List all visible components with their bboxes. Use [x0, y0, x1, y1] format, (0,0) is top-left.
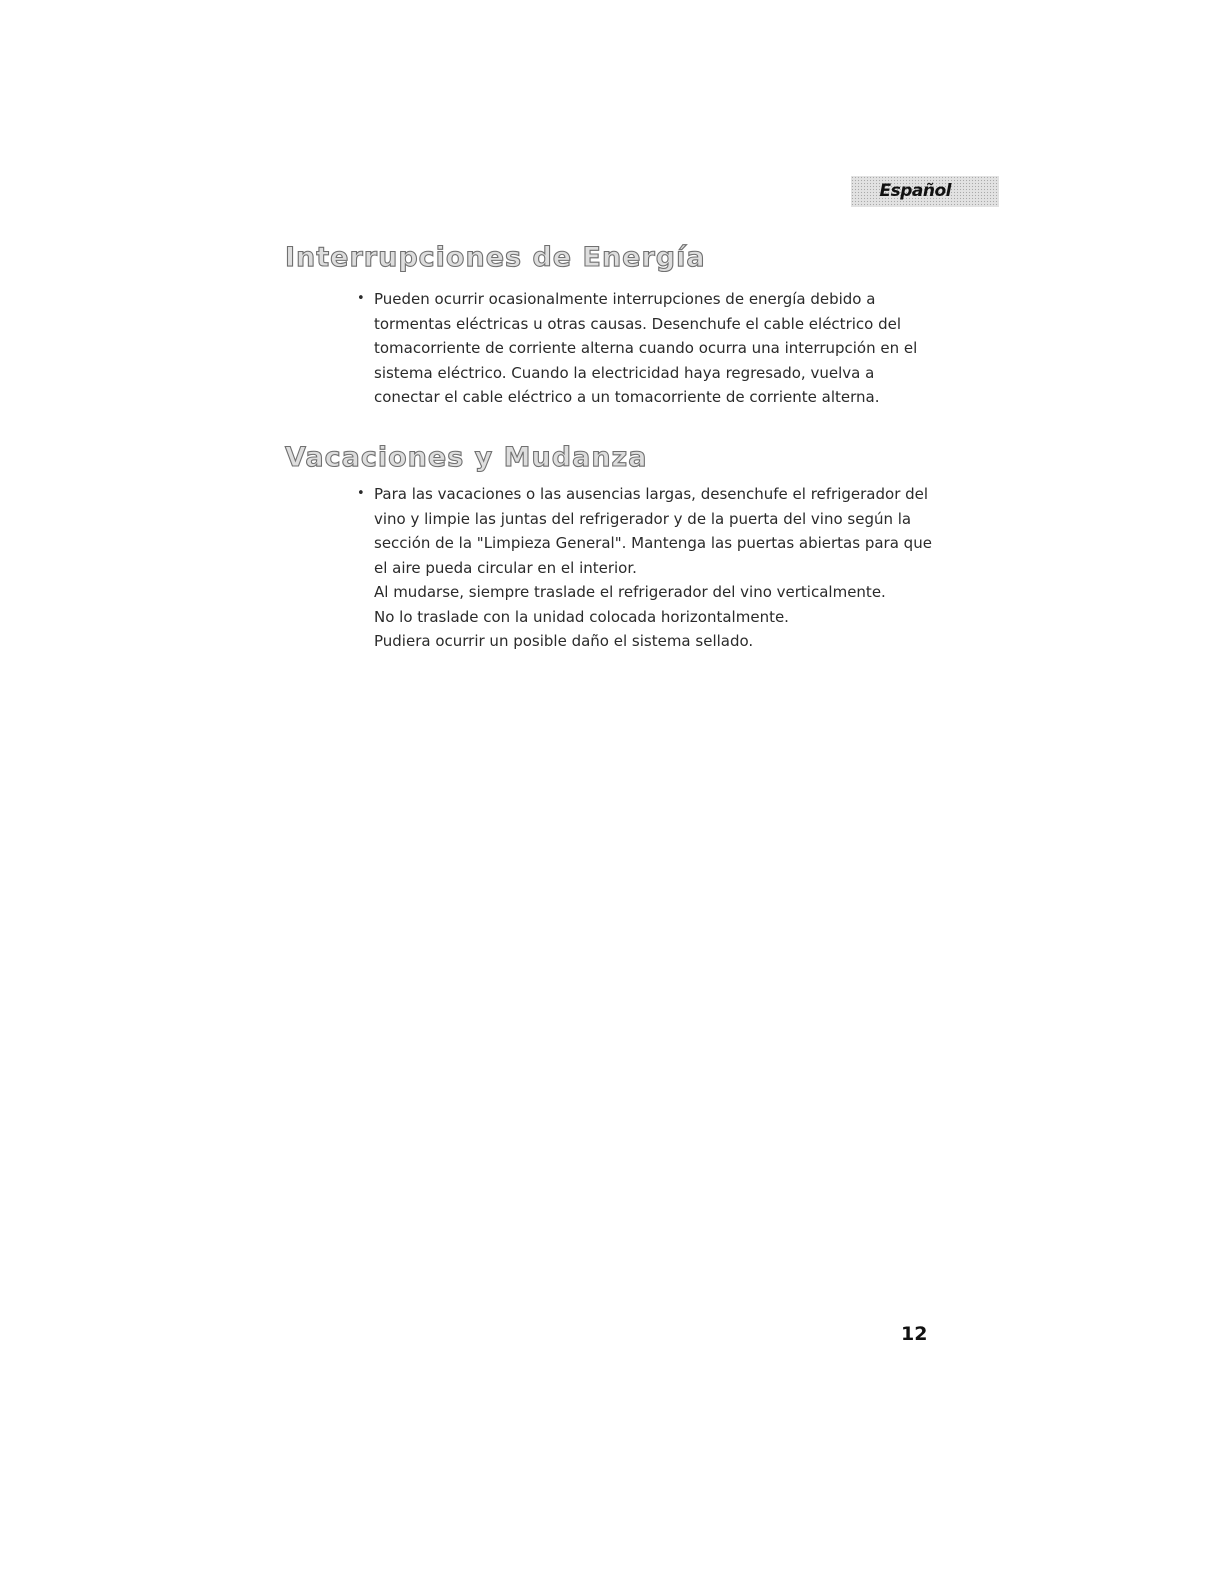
- page-number: 12: [901, 1323, 928, 1345]
- language-tab: [851, 176, 999, 207]
- section-body-power-outages: [357, 287, 932, 410]
- bullet-text: Para las vacaciones o las ausencias largas, desenchufe el refrigerador del vino y limpie las juntas del refrigerador y de la puerta del vino según la sección de la "Limpieza General". Mantenga las puertas abiertas para que el aire pueda circular en el interior.: [374, 485, 932, 577]
- bullet-icon: •: [357, 486, 365, 501]
- language-tab-label: Español: [879, 181, 951, 201]
- bullet-text: Pueden ocurrir ocasionalmente interrupciones de energía debido a tormentas eléctricas u otras causas. Desenchufe el cable eléctrico del tomacorriente de corriente alterna cuando ocurra una interrupción en el sistema eléctrico. Cuando la electricidad haya regresado, vuelva a conectar el cable eléctrico a un tomacorriente de corriente alterna.: [374, 290, 918, 406]
- section-body-vacation-moving: [357, 482, 932, 654]
- moving-line: No lo traslade con la unidad colocada horizontalmente.: [374, 607, 789, 626]
- bullet-paragraph: [357, 287, 932, 410]
- section-heading-power-outages: Interrupciones de Energía: [285, 242, 706, 273]
- bullet-icon: •: [357, 291, 365, 306]
- bullet-paragraph: [357, 482, 932, 580]
- section-heading-vacation-moving: Vacaciones y Mudanza: [285, 442, 648, 473]
- moving-line: Pudiera ocurrir un posible daño el sistema sellado.: [374, 632, 754, 650]
- moving-line: Al mudarse, siempre traslade el refrigerador del vino verticalmente.: [374, 583, 886, 601]
